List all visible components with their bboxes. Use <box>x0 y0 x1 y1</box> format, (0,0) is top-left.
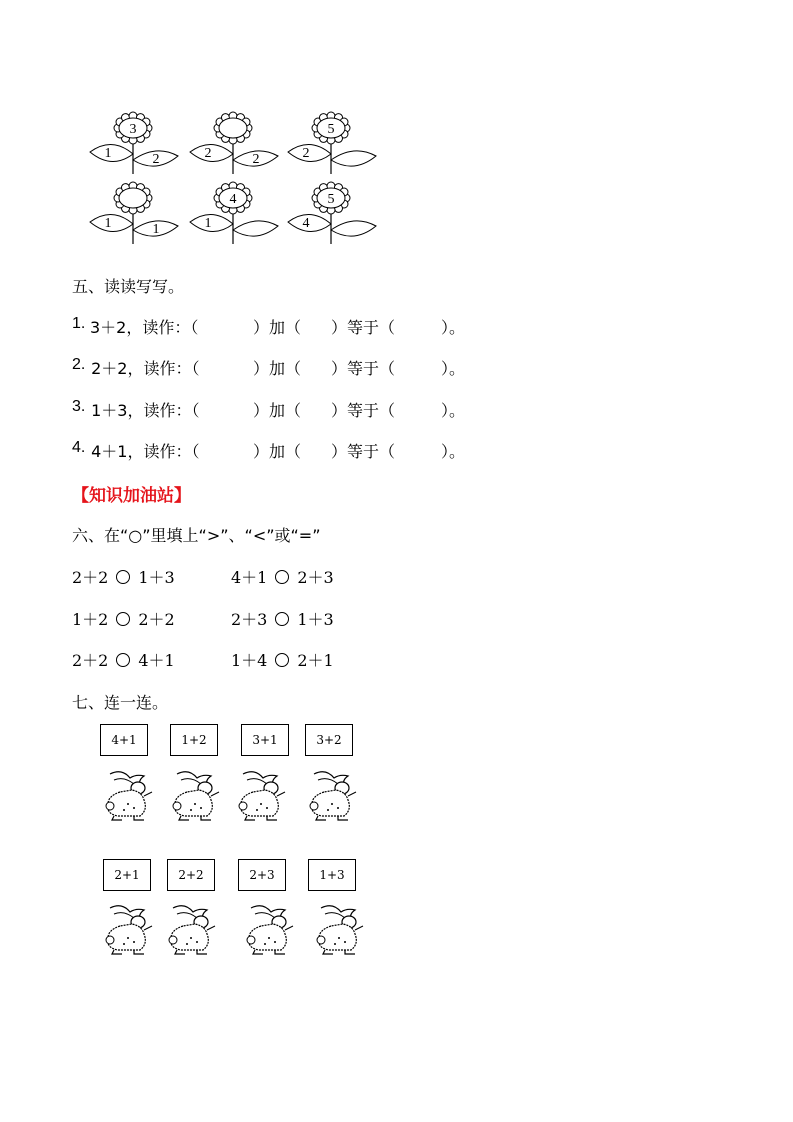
read-row-3 <box>72 398 572 420</box>
expression-box[interactable]: 3+1 <box>241 724 289 756</box>
row-expr: 4＋1，读作：（ <box>86 442 200 461</box>
compare-item <box>231 607 334 630</box>
section5-title: 五、读读写写。 <box>72 277 185 296</box>
compare-left: 1＋2 <box>72 610 109 629</box>
flower-left-leaf: 1 <box>104 216 112 231</box>
flower-right-leaf: 2 <box>252 152 260 167</box>
circle-blank[interactable] <box>275 653 289 667</box>
rabbit-icon[interactable] <box>311 900 367 956</box>
circle-blank[interactable] <box>116 570 130 584</box>
row-add: ）加（ <box>253 442 302 461</box>
number-flower <box>282 114 382 178</box>
row-end: ）。 <box>441 359 466 378</box>
row-end: ）。 <box>441 401 466 420</box>
section6-title: 六、在“○”里填上“>”、“<”或“=” <box>72 526 321 545</box>
compare-left: 2＋2 <box>72 568 109 587</box>
rabbit-icon[interactable] <box>304 766 360 822</box>
row-number: 4. <box>72 439 86 456</box>
row-end: ）。 <box>441 442 466 461</box>
flower-center: 5 <box>327 122 335 137</box>
circle-blank[interactable] <box>275 570 289 584</box>
expression-box[interactable]: 4+1 <box>100 724 148 756</box>
rabbit-icon[interactable] <box>233 766 289 822</box>
circle-blank[interactable] <box>275 612 289 626</box>
row-add: ）加（ <box>253 401 302 420</box>
number-flower <box>84 184 184 248</box>
row-expr: 1＋3，读作：（ <box>86 401 200 420</box>
row-eq: ）等于（ <box>331 401 396 420</box>
flower-right-leaf: 1 <box>152 222 160 237</box>
circle-blank[interactable] <box>116 612 130 626</box>
compare-right: 2＋3 <box>297 568 334 587</box>
compare-right: 2＋2 <box>138 610 175 629</box>
compare-left: 1＋4 <box>231 651 268 670</box>
expression-box[interactable]: 2+3 <box>238 859 286 891</box>
compare-item <box>72 607 175 630</box>
number-flower <box>184 114 284 178</box>
compare-right: 4＋1 <box>138 651 175 670</box>
compare-right: 1＋3 <box>297 610 334 629</box>
flower-center: 4 <box>229 192 237 207</box>
row-eq: ）等于（ <box>331 359 396 378</box>
rabbit-icon[interactable] <box>167 766 223 822</box>
compare-item <box>231 565 334 588</box>
flower-center: 5 <box>327 192 335 207</box>
compare-left: 4＋1 <box>231 568 268 587</box>
compare-item <box>231 648 334 671</box>
compare-left: 2＋2 <box>72 651 109 670</box>
row-eq: ）等于（ <box>331 442 396 461</box>
flower-left-leaf: 2 <box>204 146 212 161</box>
flower-left-leaf: 1 <box>204 216 212 231</box>
expression-box[interactable]: 1+3 <box>308 859 356 891</box>
compare-right: 2＋1 <box>297 651 334 670</box>
flower-center: 3 <box>129 122 137 137</box>
row-add: ）加（ <box>253 318 302 337</box>
expression-box[interactable]: 2+2 <box>167 859 215 891</box>
number-flower <box>84 114 184 178</box>
expression-box[interactable]: 2+1 <box>103 859 151 891</box>
compare-right: 1＋3 <box>138 568 175 587</box>
row-number: 1. <box>72 315 86 332</box>
compare-item <box>72 648 175 671</box>
knowledge-station-heading: 【知识加油站】 <box>72 486 191 506</box>
row-expr: 3＋2，读作：（ <box>90 318 199 337</box>
number-flower <box>282 184 382 248</box>
read-row-1 <box>72 315 572 337</box>
row-expr: 2＋2，读作：（ <box>86 359 200 378</box>
row-end: ）。 <box>441 318 466 337</box>
compare-item <box>72 565 175 588</box>
rabbit-icon[interactable] <box>163 900 219 956</box>
compare-left: 2＋3 <box>231 610 268 629</box>
expression-box[interactable]: 3+2 <box>305 724 353 756</box>
row-add: ）加（ <box>253 359 302 378</box>
row-number: 2. <box>72 356 86 373</box>
rabbit-icon[interactable] <box>100 900 156 956</box>
rabbit-icon[interactable] <box>241 900 297 956</box>
row-number: 3. <box>72 398 86 415</box>
read-row-2 <box>72 356 572 378</box>
circle-blank[interactable] <box>116 653 130 667</box>
flower-left-leaf: 4 <box>302 216 310 231</box>
expression-box[interactable]: 1+2 <box>170 724 218 756</box>
flower-right-leaf: 2 <box>152 152 160 167</box>
flower-left-leaf: 1 <box>104 146 112 161</box>
section7-title: 七、连一连。 <box>72 693 169 712</box>
read-row-4 <box>72 439 572 461</box>
rabbit-icon[interactable] <box>100 766 156 822</box>
flower-left-leaf: 2 <box>302 146 310 161</box>
row-eq: ）等于（ <box>331 318 396 337</box>
number-flower <box>184 184 284 248</box>
